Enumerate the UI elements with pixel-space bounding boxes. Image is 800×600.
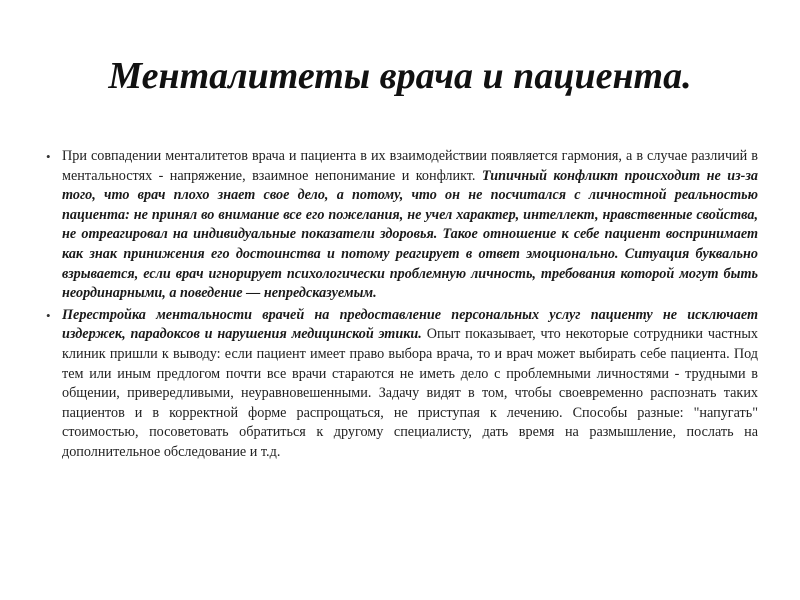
bullet-text-emphasis: Типичный конфликт происходит не из-за того, что врач плохо знает свое дело, а потому, что он не посчитался с личностной реальностью пациента: не принял во внимание все его пожелания, не учел характер, интеллект, нравственные свойства, не отреагировал на индивидуальные показатели здоровья. Такое отношение к себе пациент воспринимает как знак принижения его достоинства и потому реагирует в ответ эмоционально. Ситуация буквально взрывается, если врач игнорирует психологически проблемную личность, требования которой могут быть неординарными, а поведение — непредсказуемым. [62, 167, 758, 302]
bullet-list [44, 147, 758, 465]
bullet-text-plain: Опыт показывает, что некоторые сотрудники частных клиник пришли к выводу: если пациент имеет право выбора врача, то и врач может выбирать себе пациента. Под тем или иным предлогом почти все врачи стараются не иметь дело с проблемными личностями - трудными в общении, привередливыми, неуравновешенными. Задачу видят в том, чтобы своевременно распознать таких пациентов и в корректной форме распрощаться, не приступая к лечению. Способы разные: "напугать" стоимостью, посоветовать обратиться к другому специалисту, дать время на размышление, послать на дополнительное обследование и т.д. [62, 326, 758, 460]
bullet-item [44, 147, 758, 304]
bullet-item [44, 306, 758, 463]
bullet-dot-icon: • [46, 307, 51, 323]
bullet-text-plain: При совпадении менталитетов врача и пациента в их взаимодействии появляется гармония, а в случае различий в ментальностях - напряжение, взаимное непонимание и конфликт. [62, 148, 758, 184]
bullet-dot-icon: • [46, 149, 51, 164]
bullet-text-emphasis: Перестройка ментальности врачей на предоставление персональных услуг пациенту не исключает издержек, парадоксов и нарушения медицинской этики. [62, 306, 758, 343]
slide-title: Менталитеты врача и пациента. [108, 55, 692, 97]
